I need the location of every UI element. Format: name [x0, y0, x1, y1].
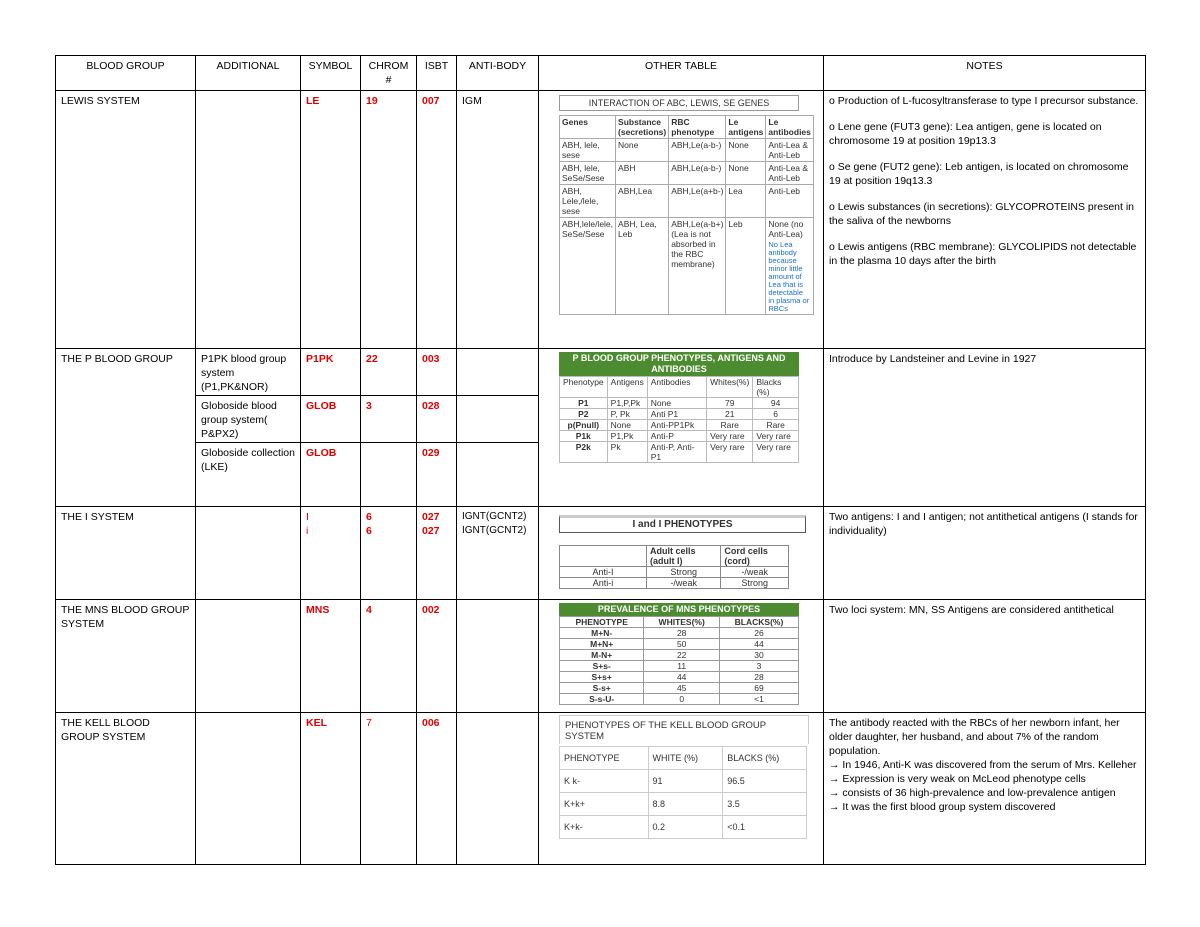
p-symbol-3: GLOB — [306, 447, 337, 459]
kell-table-title: PHENOTYPES OF THE KELL BLOOD GROUP SYSTEM — [559, 715, 809, 744]
mns-th: WHITES(%) — [644, 617, 720, 628]
p-cell: P1,Pk — [607, 431, 647, 442]
i-notes: Two antigens: I and I antigen; not antithetical antigens (I stands for individuality) — [824, 507, 1146, 600]
i-symbol — [301, 507, 361, 600]
i-cell: -/weak — [721, 567, 789, 578]
mns-cell: 50 — [644, 639, 720, 650]
p-th: Whites(%) — [707, 377, 753, 398]
lewis-cell: None — [726, 139, 766, 162]
kell-other-table — [539, 713, 824, 865]
lewis-cell: Anti-Leb — [766, 185, 814, 218]
p-cell: P, Pk — [607, 409, 647, 420]
p-chrom-3 — [361, 443, 416, 489]
header-isbt: ISBT — [417, 56, 457, 91]
p-symbol-2: GLOB — [301, 396, 360, 443]
lewis-cell: ABH,Le(a-b-) — [669, 139, 726, 162]
mns-cell: M-N+ — [560, 650, 644, 661]
kell-th: BLACKS (%) — [723, 747, 807, 770]
p-cell: 21 — [707, 409, 753, 420]
p-chrom-2: 3 — [361, 396, 416, 443]
lewis-cell: Leb — [726, 218, 766, 315]
lewis-gene-table — [559, 115, 814, 315]
kell-cell: K+k+ — [560, 793, 649, 816]
lewis-other-table — [539, 91, 824, 349]
lewis-cell: ABH,Le(a-b-) — [669, 162, 726, 185]
p-cell: P2 — [560, 409, 608, 420]
kell-cell: 8.8 — [648, 793, 723, 816]
lewis-notes — [824, 91, 1146, 349]
kell-th: PHENOTYPE — [560, 747, 649, 770]
p-cell: None — [607, 420, 647, 431]
p-cell: Very rare — [753, 431, 799, 442]
p-symbol-1: P1PK — [301, 349, 360, 396]
p-th: Phenotype — [560, 377, 608, 398]
p-cell: Anti P1 — [647, 409, 706, 420]
header-other-table: OTHER TABLE — [539, 56, 824, 91]
p-cell: Anti-P — [647, 431, 706, 442]
kell-note: → It was the first blood group system discovered — [829, 801, 1056, 813]
header-notes: NOTES — [824, 56, 1146, 91]
mns-cell: 30 — [720, 650, 799, 661]
row-lewis — [56, 91, 1146, 349]
p-table-title: P BLOOD GROUP PHENOTYPES, ANTIGENS AND ANTIBODIES — [559, 352, 799, 376]
p-group: THE P BLOOD GROUP — [56, 349, 196, 507]
lewis-th-antigens: Le antigens — [726, 116, 766, 139]
i-table-title: I and I PHENOTYPES — [559, 515, 806, 533]
p-isbt-2: 028 — [417, 396, 456, 443]
p-chrom-1: 22 — [361, 349, 416, 396]
lewis-cell: ABH,lele/lele, SeSe/Sese — [560, 218, 616, 315]
p-th: Antigens — [607, 377, 647, 398]
mns-additional — [196, 600, 301, 713]
mns-cell: S-s-U- — [560, 694, 644, 705]
p-cell: p(Pnull) — [560, 420, 608, 431]
mns-th: BLACKS(%) — [720, 617, 799, 628]
kell-cell: K+k- — [560, 816, 649, 839]
mns-cell: 69 — [720, 683, 799, 694]
i-symbol-1: I — [306, 511, 309, 523]
row-mns — [56, 600, 1146, 713]
header-chrom: CHROM # — [361, 56, 417, 91]
lewis-cell: ABH, Lea, Leb — [616, 218, 669, 315]
mns-cell: S+s+ — [560, 672, 644, 683]
mns-notes: Two loci system: MN, SS Antigens are considered antithetical — [824, 600, 1146, 713]
p-cell: Very rare — [753, 442, 799, 463]
p-cell: None — [647, 398, 706, 409]
i-other-table — [539, 507, 824, 600]
mns-cell: <1 — [720, 694, 799, 705]
p-additional-3: Globoside collection (LKE) — [201, 447, 295, 473]
kell-isbt: 006 — [417, 713, 457, 865]
i-th — [560, 546, 647, 567]
p-th: Blacks (%) — [753, 377, 799, 398]
p-additional-1: P1PK blood group system (P1,PK&NOR) — [196, 349, 300, 396]
p-cell: P1k — [560, 431, 608, 442]
kell-phenotype-table — [559, 746, 807, 839]
mns-cell: 44 — [644, 672, 720, 683]
lewis-cell: ABH,Le(a+b-) — [669, 185, 726, 218]
kell-th: WHITE (%) — [648, 747, 723, 770]
mns-table-title: PREVALENCE OF MNS PHENOTYPES — [559, 603, 799, 616]
mns-cell: S+s- — [560, 661, 644, 672]
kell-note: The antibody reacted with the RBCs of her newborn infant, her older daughter, her husband, and about 7% of the random population. — [829, 717, 1120, 757]
lewis-th-rbc: RBC phenotype — [669, 116, 726, 139]
lewis-th-substance: Substance (secretions) — [616, 116, 669, 139]
i-symbol-2: i — [306, 525, 309, 537]
lewis-cell: ABH,Le(a-b+)(Lea is not absorbed in the RBC membrane) — [669, 218, 726, 315]
i-cell: Strong — [647, 567, 721, 578]
p-isbt-3: 029 — [422, 447, 440, 459]
lewis-symbol: LE — [301, 91, 361, 349]
lewis-cell-text: None (no Anti-Lea) — [768, 219, 804, 239]
mns-phenotype-table — [559, 616, 799, 705]
mns-cell: 26 — [720, 628, 799, 639]
kell-additional — [196, 713, 301, 865]
lewis-cell: None — [726, 162, 766, 185]
lewis-note: o Lene gene (FUT3 gene): Lea antigen, gene is located on chromosome 19 at position 19p13.3 — [829, 121, 1102, 147]
p-additional — [196, 349, 301, 507]
i-isbt-1: 027 — [422, 511, 440, 523]
lewis-group: LEWIS SYSTEM — [56, 91, 196, 349]
i-cell: -/weak — [647, 578, 721, 589]
p-cell: Pk — [607, 442, 647, 463]
mns-cell: 3 — [720, 661, 799, 672]
lewis-cell: ABH, lele, SeSe/Sese — [560, 162, 616, 185]
mns-other-table — [539, 600, 824, 713]
i-group: THE I SYSTEM — [56, 507, 196, 600]
mns-th: PHENOTYPE — [560, 617, 644, 628]
mns-cell: M+N- — [560, 628, 644, 639]
p-antibody — [457, 349, 539, 507]
kell-cell: 0.2 — [648, 816, 723, 839]
kell-cell: 91 — [648, 770, 723, 793]
kell-cell: 3.5 — [723, 793, 807, 816]
i-chrom — [361, 507, 417, 600]
p-additional-2: Globoside blood group system( P&PX2) — [196, 396, 300, 443]
lewis-chrom: 19 — [361, 91, 417, 349]
lewis-antibody: IGM — [457, 91, 539, 349]
p-phenotype-table — [559, 376, 799, 463]
lewis-cell: Lea — [726, 185, 766, 218]
p-isbt-1: 003 — [417, 349, 456, 396]
i-cell: Anti-I — [560, 567, 647, 578]
blood-group-table — [55, 55, 1146, 865]
lewis-isbt: 007 — [417, 91, 457, 349]
mns-cell: 0 — [644, 694, 720, 705]
p-cell: Very rare — [707, 431, 753, 442]
row-i — [56, 507, 1146, 600]
kell-cell: K k- — [560, 770, 649, 793]
i-cell: Strong — [721, 578, 789, 589]
lewis-table-note: No Lea antibody because minor little amount of Lea that is detectable in plasma or RBCs — [768, 240, 810, 313]
mns-cell: 44 — [720, 639, 799, 650]
i-phenotype-table — [559, 545, 789, 589]
p-antibody-3 — [457, 443, 538, 489]
kell-chrom: 7 — [361, 713, 417, 865]
mns-antibody — [457, 600, 539, 713]
i-additional — [196, 507, 301, 600]
mns-cell: S-s+ — [560, 683, 644, 694]
kell-note: → In 1946, Anti-K was discovered from the serum of Mrs. Kelleher — [829, 759, 1137, 771]
lewis-note: o Se gene (FUT2 gene): Leb antigen, is located on chromosome 19 at position 19q13.3 — [829, 161, 1129, 187]
i-isbt — [417, 507, 457, 600]
p-other-table — [539, 349, 824, 507]
kell-symbol: KEL — [301, 713, 361, 865]
mns-cell: 45 — [644, 683, 720, 694]
p-cell: Very rare — [707, 442, 753, 463]
lewis-additional — [196, 91, 301, 349]
i-chrom-2: 6 — [366, 525, 372, 537]
lewis-th-antibodies: Le antibodies — [766, 116, 814, 139]
mns-chrom: 4 — [361, 600, 417, 713]
p-cell: 94 — [753, 398, 799, 409]
lewis-table-title: INTERACTION OF ABC, LEWIS, SE GENES — [559, 95, 799, 111]
p-cell: Anti-P, Anti-P1 — [647, 442, 706, 463]
mns-cell: M+N+ — [560, 639, 644, 650]
i-th: Adult cells (adult I) — [647, 546, 721, 567]
i-th: Cord cells (cord) — [721, 546, 789, 567]
p-notes: Introduce by Landsteiner and Levine in 1927 — [824, 349, 1146, 507]
p-cell: P1 — [560, 398, 608, 409]
header-additional: ADDITIONAL — [196, 56, 301, 91]
p-cell: P2k — [560, 442, 608, 463]
lewis-note: o Lewis substances (in secretions): GLYCOPROTEINS present in the saliva of the newborns — [829, 201, 1135, 227]
p-antibody-2 — [457, 396, 538, 443]
i-cell: Anti-i — [560, 578, 647, 589]
p-symbol — [301, 349, 361, 507]
p-cell: 79 — [707, 398, 753, 409]
header-antibody: ANTI-BODY — [457, 56, 539, 91]
kell-cell: <0.1 — [723, 816, 807, 839]
i-antibody — [457, 507, 539, 600]
kell-antibody — [457, 713, 539, 865]
lewis-cell: ABH — [616, 162, 669, 185]
p-isbt — [417, 349, 457, 507]
kell-cell: 96.5 — [723, 770, 807, 793]
lewis-note: o Production of L-fucosyltransferase to type I precursor substance. — [829, 95, 1139, 107]
lewis-cell: None — [616, 139, 669, 162]
kell-note: → Expression is very weak on McLeod phenotype cells — [829, 773, 1086, 785]
mns-symbol: MNS — [301, 600, 361, 713]
lewis-cell: ABH, Lele,/lele, sese — [560, 185, 616, 218]
lewis-cell: ABH,Lea — [616, 185, 669, 218]
p-cell: Anti-PP1Pk — [647, 420, 706, 431]
header-symbol: SYMBOL — [301, 56, 361, 91]
mns-group: THE MNS BLOOD GROUP SYSTEM — [56, 600, 196, 713]
kell-group: THE KELL BLOOD GROUP SYSTEM — [56, 713, 196, 865]
mns-cell: 22 — [644, 650, 720, 661]
mns-isbt: 002 — [417, 600, 457, 713]
mns-cell: 28 — [720, 672, 799, 683]
lewis-th-genes: Genes — [560, 116, 616, 139]
p-cell: P1,P,Pk — [607, 398, 647, 409]
lewis-note: o Lewis antigens (RBC membrane): GLYCOLIPIDS not detectable in the plasma 10 days after the birth — [829, 241, 1137, 267]
i-antibody-2: IGNT(GCNT2) — [462, 525, 527, 536]
header-blood-group: BLOOD GROUP — [56, 56, 196, 91]
lewis-cell: ABH, lele, sese — [560, 139, 616, 162]
p-cell: 6 — [753, 409, 799, 420]
kell-notes — [824, 713, 1146, 865]
p-antibody-1 — [457, 349, 538, 396]
lewis-cell — [766, 218, 814, 315]
kell-note: → consists of 36 high-prevalence and low-prevalence antigen — [829, 787, 1116, 799]
lewis-cell: Anti-Lea & Anti-Leb — [766, 139, 814, 162]
p-cell: Rare — [707, 420, 753, 431]
row-kell — [56, 713, 1146, 865]
i-isbt-2: 027 — [422, 525, 440, 537]
i-antibody-1: IGNT(GCNT2) — [462, 511, 527, 522]
i-chrom-1: 6 — [366, 511, 372, 523]
mns-cell: 11 — [644, 661, 720, 672]
header-row — [56, 56, 1146, 91]
lewis-cell: Anti-Lea & Anti-Leb — [766, 162, 814, 185]
row-p — [56, 349, 1146, 507]
mns-cell: 28 — [644, 628, 720, 639]
p-chrom — [361, 349, 417, 507]
p-th: Antibodies — [647, 377, 706, 398]
p-cell: Rare — [753, 420, 799, 431]
